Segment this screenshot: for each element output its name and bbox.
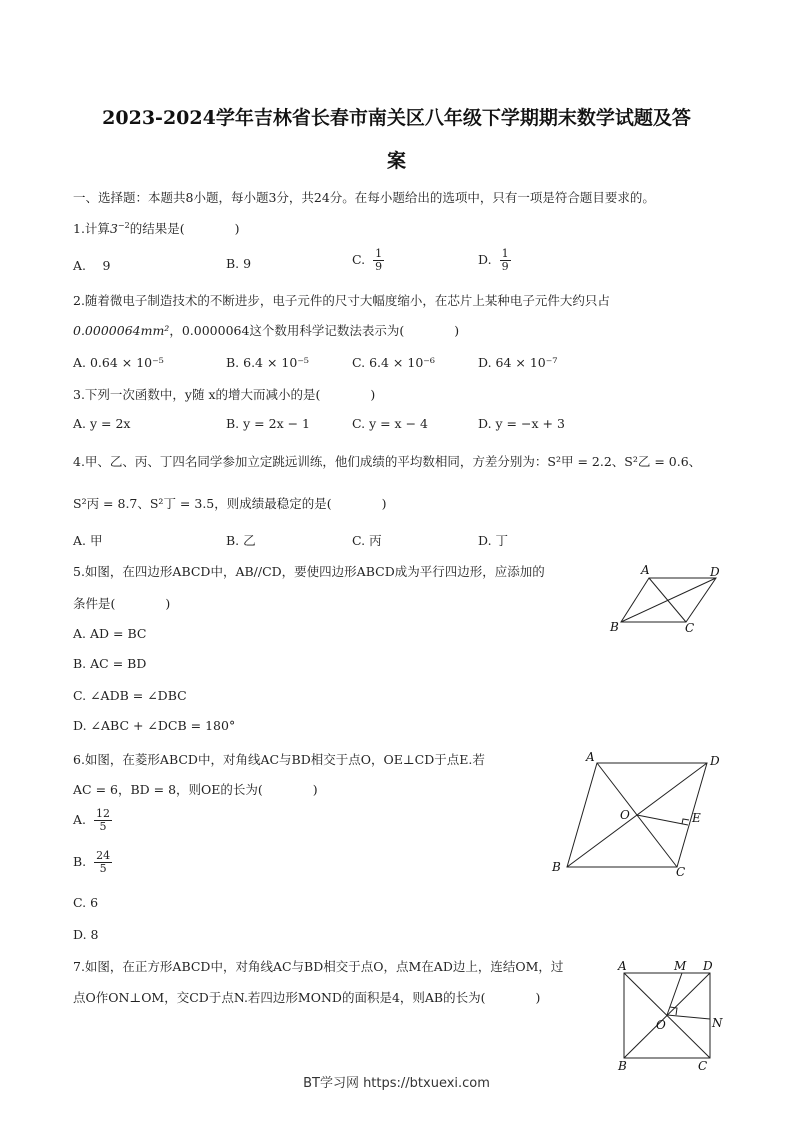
q1-d-numerator: 1 xyxy=(501,247,509,260)
q7-segment-on xyxy=(667,1015,710,1019)
q2-option-c: C. 6.4 × 10⁻⁶ xyxy=(352,355,435,370)
section-heading: 一、选择题：本题共8小题，每小题3分，共24分。在每小题给出的选项中，只有一项是符合题目要求的。 xyxy=(73,190,655,205)
q2-stem-line2 xyxy=(73,321,459,339)
q3-option-d: D. y = −x + 3 xyxy=(478,416,565,431)
q5-option-b: B. AC = BD xyxy=(73,656,147,671)
q7-label-d: D xyxy=(703,959,713,973)
q6-option-a xyxy=(73,808,112,833)
q6-label-e: E xyxy=(692,811,701,825)
q4-option-a: A. 甲 xyxy=(73,533,103,548)
q3-stem: 3.下列一次函数中，y随 x的增大而减小的是( ) xyxy=(73,387,376,402)
footer-watermark: BT学习网 https://btxuexi.com xyxy=(303,1076,490,1091)
q6-option-b-fraction xyxy=(94,850,112,875)
q2-option-b: B. 6.4 × 10⁻⁵ xyxy=(226,355,309,370)
q5-label-c: C xyxy=(685,621,695,635)
q7-label-c: C xyxy=(698,1059,708,1073)
q1-option-b: B. 9 xyxy=(226,256,252,271)
q6-stem-line2: AC = 6，BD = 8，则OE的长为( ) xyxy=(73,782,318,797)
q1-c-numerator: 1 xyxy=(375,247,383,260)
q7-label-n: N xyxy=(712,1016,723,1030)
q6-label-d: D xyxy=(710,754,720,768)
q1-option-c xyxy=(352,248,384,273)
q6-right-angle-mark xyxy=(682,819,689,824)
q7-label-o: O xyxy=(656,1018,666,1032)
q6-a-numerator: 12 xyxy=(96,807,111,820)
q6-label-b: B xyxy=(552,860,561,874)
q7-square-figure xyxy=(610,955,735,1075)
q7-stem-line1: 7.如图，在正方形ABCD中，对角线AC与BD相交于点O，点M在AD边上，连结OM，过 xyxy=(73,959,564,974)
q1-c-denominator: 9 xyxy=(375,260,383,273)
q6-b-numerator: 24 xyxy=(96,849,111,862)
q6-perpendicular-oe xyxy=(637,815,688,825)
q6-option-a-fraction xyxy=(94,808,112,833)
q6-b-denominator: 5 xyxy=(99,862,107,875)
q6-label-c: C xyxy=(676,865,686,879)
q3-option-c: C. y = x − 4 xyxy=(352,416,428,431)
q7-label-m: M xyxy=(674,959,687,973)
q2-stem-rest: ，0.0000064这个数用科学记数法表示为( ) xyxy=(169,323,460,338)
q6-rhombus-figure xyxy=(540,745,730,885)
q1-option-a: A. 9 xyxy=(73,258,111,273)
q5-label-a: A xyxy=(641,563,650,577)
q3-option-a: A. y = 2x xyxy=(73,416,131,431)
q5-label-d: D xyxy=(710,565,720,579)
q3-option-b: B. y = 2x − 1 xyxy=(226,416,310,431)
q7-label-b: B xyxy=(618,1059,627,1073)
q7-stem-line2: 点O作ON⊥OM，交CD于点N.若四边形MOND的面积是4，则AB的长为( ) xyxy=(73,990,541,1005)
page-title: 2023-2024学年吉林省长春市南关区八年级下学期期末数学试题及答 xyxy=(102,107,691,129)
q1-stem-post: 的结果是( ) xyxy=(129,221,240,236)
q4-option-b: B. 乙 xyxy=(226,533,256,548)
q5-option-d: D. ∠ABC + ∠DCB = 180° xyxy=(73,718,236,733)
q4-stem-line1: 4.甲、乙、丙、丁四名同学参加立定跳远训练，他们成绩的平均数相同，方差分别为：S²甲 = 2.2、S²乙 = 0.6、 xyxy=(73,454,702,469)
q1-stem xyxy=(73,219,239,237)
q5-option-c: C. ∠ADB = ∠DBC xyxy=(73,688,187,703)
q5-label-b: B xyxy=(610,620,619,634)
q4-option-d: D. 丁 xyxy=(478,533,509,548)
q6-option-c: C. 6 xyxy=(73,895,99,910)
q7-label-a: A xyxy=(618,959,627,973)
q1-d-denominator: 9 xyxy=(501,260,509,273)
q1-option-d-label: D. xyxy=(478,252,492,267)
q1-option-c-label: C. xyxy=(352,252,366,267)
q1-option-d xyxy=(478,248,511,273)
q1-exponent: −2 xyxy=(117,220,130,230)
q1-option-c-fraction xyxy=(373,248,384,273)
q1-stem-pre: 1.计算 xyxy=(73,221,110,236)
q5-parallelogram-figure xyxy=(600,560,730,640)
q4-option-c: C. 丙 xyxy=(352,533,382,548)
q6-label-a: A xyxy=(586,750,595,764)
q5-stem-line2: 条件是( ) xyxy=(73,596,171,611)
q2-option-d: D. 64 × 10⁻⁷ xyxy=(478,355,558,370)
q1-option-d-fraction xyxy=(500,248,511,273)
q6-stem-line1: 6.如图，在菱形ABCD中，对角线AC与BD相交于点O，OE⊥CD于点E.若 xyxy=(73,752,485,767)
q2-stem-line1: 2.随着微电子制造技术的不断进步，电子元件的尺寸大幅度缩小，在芯片上某种电子元件大约只占 xyxy=(73,293,610,308)
q1-base: 3 xyxy=(109,221,118,236)
q6-option-a-label: A. xyxy=(73,812,87,827)
q2-stem-math: 0.0000064mm² xyxy=(73,323,170,338)
q6-option-b-label: B. xyxy=(73,854,87,869)
q5-option-a: A. AD = BC xyxy=(73,626,147,641)
q6-option-d: D. 8 xyxy=(73,927,99,942)
q6-label-o: O xyxy=(620,808,630,822)
q5-stem-line1: 5.如图，在四边形ABCD中，AB//CD，要使四边形ABCD成为平行四边形，应添加的 xyxy=(73,564,545,579)
q2-option-a: A. 0.64 × 10⁻⁵ xyxy=(73,355,164,370)
page-title-continued: 案 xyxy=(386,150,406,172)
q4-stem-line2: S²丙 = 8.7、S²丁 = 3.5，则成绩最稳定的是( ) xyxy=(73,496,387,511)
q6-option-b xyxy=(73,850,112,875)
q6-a-denominator: 5 xyxy=(99,820,107,833)
